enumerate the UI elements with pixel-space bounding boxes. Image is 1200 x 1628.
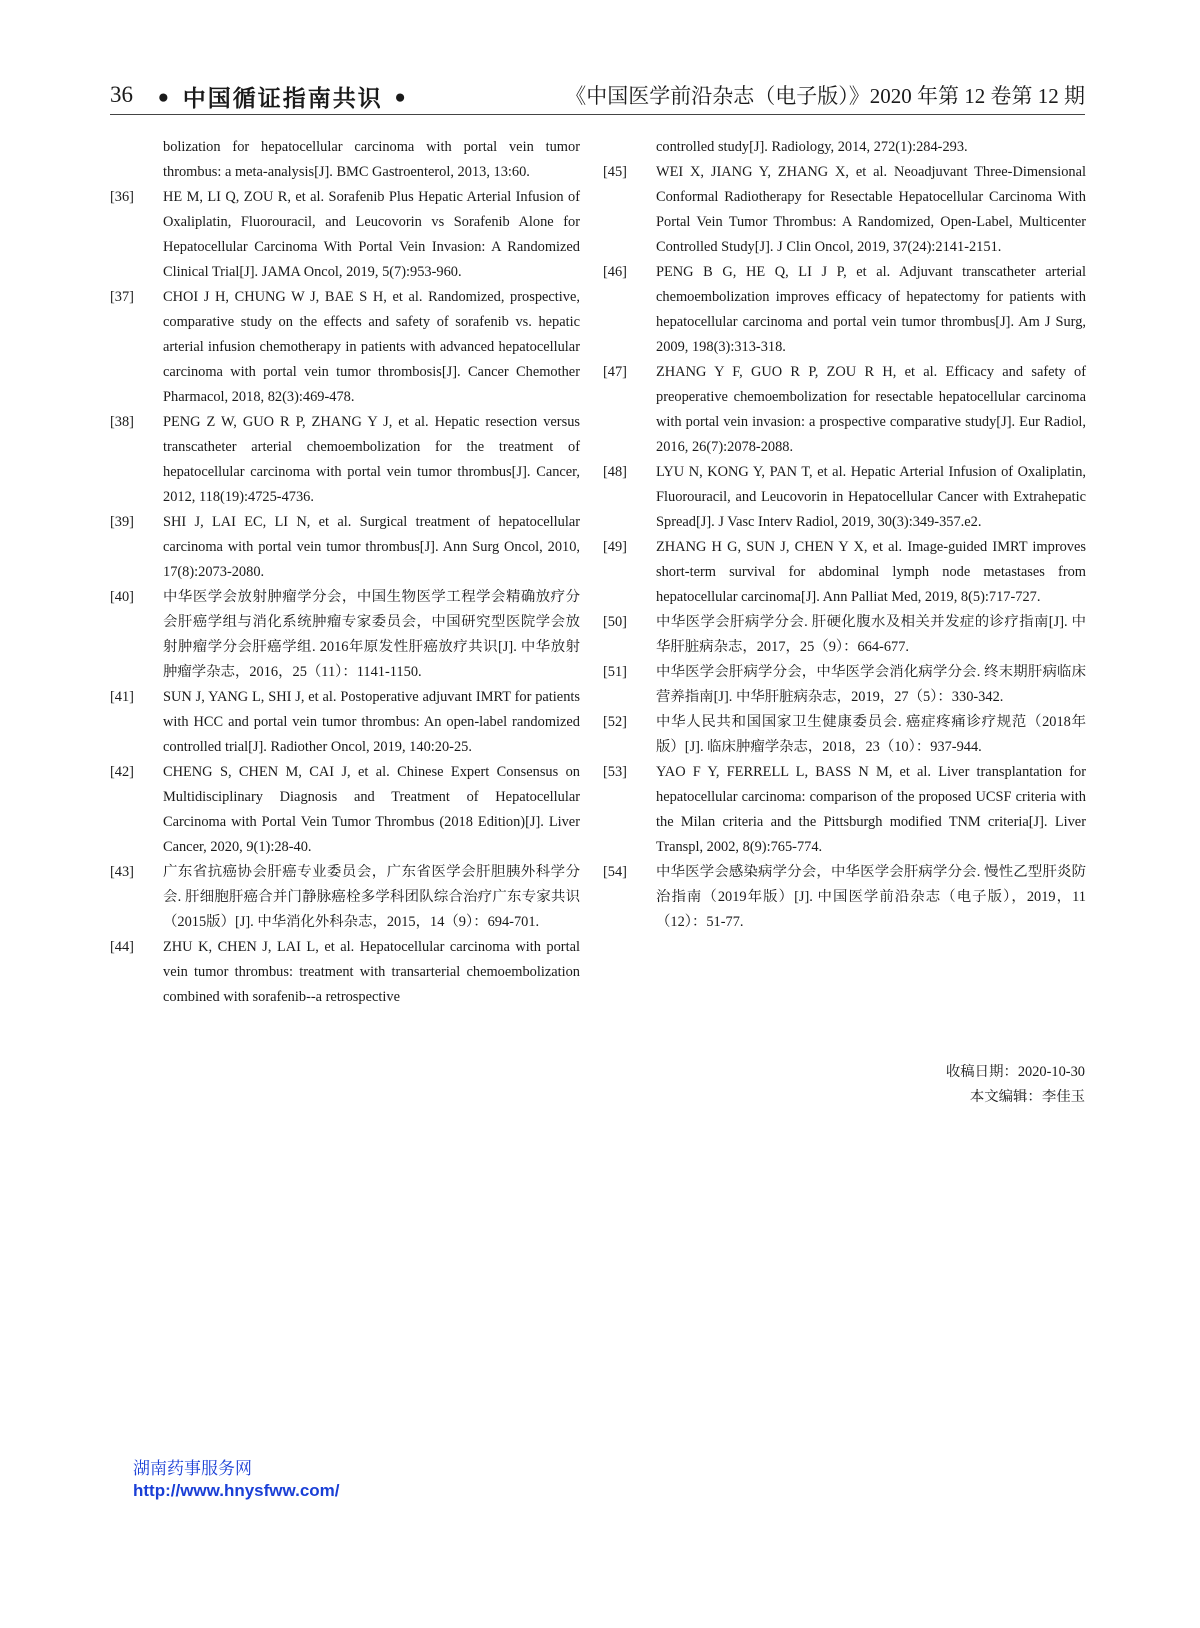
reference-item: [110, 760, 580, 860]
reference-text: 广东省抗癌协会肝癌专业委员会，广东省医学会肝胆胰外科学分会. 肝细胞肝癌合并门静脉癌栓多学科团队综合治疗广东专家共识（2015版）[J]. 中华消化外科杂志，2015，14（9）：694-701.: [163, 864, 580, 930]
left-reference-column: [110, 135, 580, 1010]
reference-item: [603, 860, 1086, 935]
reference-number: [40]: [110, 589, 134, 605]
reference-text: 中华医学会肝病学分会，中华医学会消化病学分会. 终末期肝病临床营养指南[J]. 中华肝脏病杂志，2019，27（5）：330-342.: [656, 664, 1086, 705]
reference-item: [110, 585, 580, 685]
reference-item: [110, 285, 580, 410]
reference-number: [39]: [110, 514, 134, 530]
reference-text: 中华医学会放射肿瘤学分会，中国生物医学工程学会精确放疗分会肝癌学组与消化系统肿瘤专家委员会，中国研究型医院学会放射肿瘤学分会肝癌学组. 2016年原发性肝癌放疗共识[J]. 中华放射肿瘤学杂志，2016，25（11）：1141-1150.: [163, 589, 580, 680]
reference-text: ZHANG H G, SUN J, CHEN Y X, et al. Image-guided IMRT improves short-term survival for abdominal lymph node metastases from hepatocellular carcinoma[J]. Ann Palliat Med, 2019, 8(5):717-727.: [656, 539, 1086, 605]
reference-item: [110, 410, 580, 510]
reference-text: controlled study[J]. Radiology, 2014, 272(1):284-293.: [656, 139, 968, 155]
reference-item: [603, 535, 1086, 610]
reference-item: [110, 860, 580, 935]
reference-item: [603, 710, 1086, 760]
reference-text: bolization for hepatocellular carcinoma with portal vein tumor thrombus: a meta-analysis[J]. BMC Gastroenterol, 2013, 13:60.: [163, 139, 580, 180]
reference-text: PENG Z W, GUO R P, ZHANG Y J, et al. Hepatic resection versus transcatheter arterial chemoembolization for the treatment of hepatocellular carcinoma with portal vein tumor thrombus[J]. Cancer, 2012, 118(19):4725-4736.: [163, 414, 580, 505]
reference-text: CHENG S, CHEN M, CAI J, et al. Chinese Expert Consensus on Multidisciplinary Diagnosis and Treatment of Hepatocellular Carcinoma with Portal Vein Tumor Thrombus (2018 Edition)[J]. Liver Cancer, 2020, 9(1):28-40.: [163, 764, 580, 855]
reference-number: [47]: [603, 364, 627, 380]
reference-text: LYU N, KONG Y, PAN T, et al. Hepatic Arterial Infusion of Oxaliplatin, Fluorouracil, and Leucovorin in Hepatocellular Cancer with Extrahepatic Spread[J]. J Vasc Interv Radiol, 2019, 30(3):349-357.e2.: [656, 464, 1086, 530]
reference-item: [603, 260, 1086, 360]
reference-text: SHI J, LAI EC, LI N, et al. Surgical treatment of hepatocellular carcinoma with portal vein tumor thrombus[J]. Ann Surg Oncol, 2010, 17(8):2073-2080.: [163, 514, 580, 580]
reference-text: ZHU K, CHEN J, LAI L, et al. Hepatocellular carcinoma with portal vein tumor thrombus: treatment with transarterial chemoembolization combined with sorafenib--a retrospective: [163, 939, 580, 1005]
reference-number: [48]: [603, 464, 627, 480]
reference-item: [603, 660, 1086, 710]
reference-item: [603, 460, 1086, 535]
reference-number: [36]: [110, 189, 134, 205]
reference-text: SUN J, YANG L, SHI J, et al. Postoperative adjuvant IMRT for patients with HCC and portal vein tumor thrombus: An open-label randomized controlled trial[J]. Radiother Oncol, 2019, 140:20-25.: [163, 689, 580, 755]
reference-item: [110, 685, 580, 760]
reference-text: CHOI J H, CHUNG W J, BAE S H, et al. Randomized, prospective, comparative study on the effects and safety of sorafenib vs. hepatic arterial infusion chemotherapy in patients with advanced hepatocellular carcinoma with portal vein tumor thrombosis[J]. Cancer Chemother Pharmacol, 2018, 82(3):469-478.: [163, 289, 580, 405]
reference-text: 中华医学会感染病学分会，中华医学会肝病学分会. 慢性乙型肝炎防治指南（2019年版）[J]. 中国医学前沿杂志（电子版），2019，11（12）：51-77.: [656, 864, 1086, 930]
reference-item: [110, 510, 580, 585]
reference-number: [41]: [110, 689, 134, 705]
reference-number: [46]: [603, 264, 627, 280]
reference-item: [603, 760, 1086, 860]
reference-text: PENG B G, HE Q, LI J P, et al. Adjuvant transcatheter arterial chemoembolization improves efficacy of hepatectomy for patients with hepatocellular carcinoma and portal vein tumor thrombus[J]. Am J Surg, 2009, 198(3):313-318.: [656, 264, 1086, 355]
reference-number: [50]: [603, 614, 627, 630]
reference-item: [110, 935, 580, 1010]
reference-continuation: [110, 135, 580, 185]
reference-text: WEI X, JIANG Y, ZHANG X, et al. Neoadjuvant Three-Dimensional Conformal Radiotherapy for Resectable Hepatocellular Carcinoma With Portal Vein Tumor Thrombus: A Randomized, Open-Label, Multicenter Controlled Study[J]. J Clin Oncol, 2019, 37(24):2141-2151.: [656, 164, 1086, 255]
reference-text: YAO F Y, FERRELL L, BASS N M, et al. Liver transplantation for hepatocellular carcinoma: comparison of the proposed UCSF criteria with the Milan criteria and the Pittsburgh modified TNM criteria[J]. Liver Transpl, 2002, 8(9):765-774.: [656, 764, 1086, 855]
reference-item: [603, 610, 1086, 660]
watermark-url-link[interactable]: http://www.hnysfww.com/: [133, 1481, 340, 1500]
reference-number: [53]: [603, 764, 627, 780]
reference-item: [603, 360, 1086, 460]
received-date: 收稿日期：2020-10-30: [945, 1064, 1085, 1080]
section-title: • 中国循证指南共识 •: [156, 86, 410, 112]
reference-number: [51]: [603, 664, 627, 680]
reference-continuation: [603, 135, 1086, 160]
page-number: 36: [110, 82, 133, 107]
journal-title: 《中国医学前沿杂志（电子版）》2020 年第 12 卷第 12 期: [565, 84, 1085, 108]
reference-number: [49]: [603, 539, 627, 555]
reference-number: [52]: [603, 714, 627, 730]
reference-text: HE M, LI Q, ZOU R, et al. Sorafenib Plus Hepatic Arterial Infusion of Oxaliplatin, Fluorouracil, and Leucovorin vs Sorafenib Alone for Hepatocellular Carcinoma With Portal Vein Invasion: A Randomized Clinical Trial[J]. JAMA Oncol, 2019, 5(7):953-960.: [163, 189, 580, 280]
reference-text: ZHANG Y F, GUO R P, ZOU R H, et al. Efficacy and safety of preoperative chemoembolization for resectable hepatocellular carcinoma with portal vein invasion: a prospective comparative study[J]. Eur Radiol, 2016, 26(7):2078-2088.: [656, 364, 1086, 455]
article-footer-info: [946, 1060, 1085, 1110]
reference-item: [603, 160, 1086, 260]
reference-item: [110, 185, 580, 285]
reference-number: [38]: [110, 414, 134, 430]
reference-number: [37]: [110, 289, 134, 305]
reference-number: [43]: [110, 864, 134, 880]
reference-number: [44]: [110, 939, 134, 955]
reference-text: 中华人民共和国国家卫生健康委员会. 癌症疼痛诊疗规范（2018年版）[J]. 临床肿瘤学杂志，2018，23（10）：937-944.: [656, 714, 1086, 755]
right-reference-column: [603, 135, 1086, 935]
site-watermark: [133, 1458, 340, 1502]
reference-text: 中华医学会肝病学分会. 肝硬化腹水及相关并发症的诊疗指南[J]. 中华肝脏病杂志，2017，25（9）：664-677.: [656, 614, 1086, 655]
editor-credit: 本文编辑：李佳玉: [969, 1089, 1085, 1105]
page-header: [110, 78, 1085, 115]
watermark-site-name: 湖南药事服务网: [133, 1459, 252, 1478]
reference-number: [42]: [110, 764, 134, 780]
reference-number: [45]: [603, 164, 627, 180]
reference-number: [54]: [603, 864, 627, 880]
